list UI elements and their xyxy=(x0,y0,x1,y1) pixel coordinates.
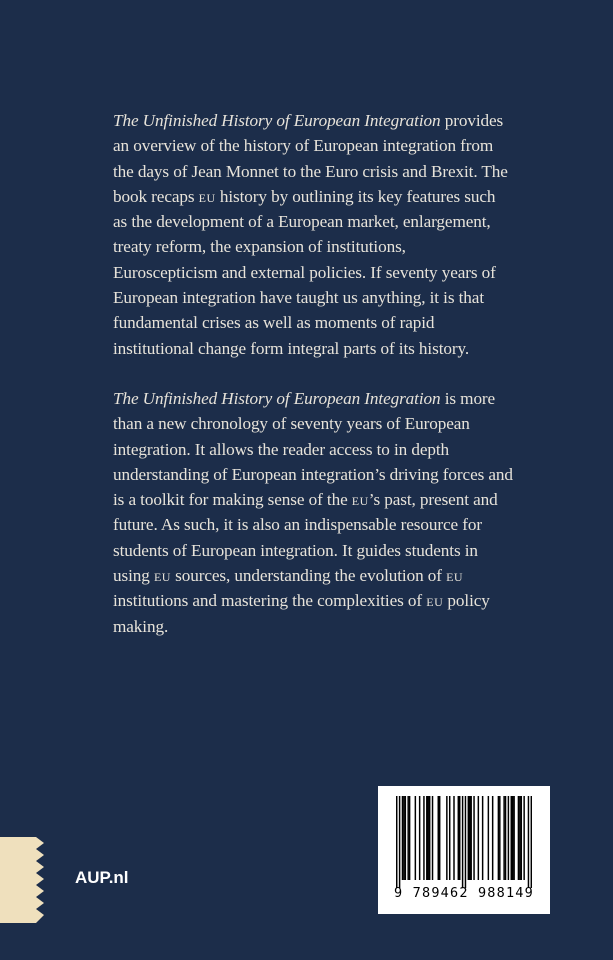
barcode-bar xyxy=(419,796,420,880)
barcode-bar xyxy=(423,796,424,880)
barcode-bar xyxy=(508,796,509,880)
blurb-text: ’s past, present and future. As such, it is also an indispensable resource for students of European integration. It guides students in using xyxy=(113,490,498,586)
barcode-bar xyxy=(439,796,440,880)
barcode-bar xyxy=(511,796,512,880)
blurb-text: sources, understanding the evolution of xyxy=(170,566,447,586)
blurb-text: provides an overview of the history of European integration from the days of Jean Monnet to the Euro crisis and Brexit. The book recaps xyxy=(113,111,508,206)
barcode-bar xyxy=(396,796,397,888)
barcode-bar xyxy=(513,796,514,880)
barcode-bar xyxy=(465,796,466,888)
barcode-bar xyxy=(432,796,433,880)
barcode-bar xyxy=(512,796,513,880)
barcode-bar xyxy=(403,796,404,880)
barcode-bar xyxy=(462,796,463,888)
barcode-bar xyxy=(499,796,500,880)
barcode-bar xyxy=(503,796,504,880)
barcode-bar xyxy=(415,796,416,880)
back-cover-blurb xyxy=(113,108,513,639)
eu-abbreviation: eu xyxy=(446,566,464,586)
barcode-bar xyxy=(449,796,450,880)
barcode-bar xyxy=(473,796,474,880)
barcode-bar xyxy=(426,796,427,880)
barcode-bar xyxy=(468,796,469,880)
book-title-italic: The Unfinished History of European Integration xyxy=(113,111,441,130)
barcode-bar xyxy=(459,796,460,880)
eu-abbreviation: eu xyxy=(198,186,216,206)
barcode-bar xyxy=(405,796,406,880)
barcode-bar xyxy=(399,796,400,888)
barcode-bar xyxy=(519,796,520,880)
barcode-bar xyxy=(482,796,483,880)
barcode-bar xyxy=(488,796,489,880)
barcode-bar xyxy=(523,796,524,880)
blurb-text: institutions and mastering the complexities of xyxy=(113,591,427,611)
barcode-bar xyxy=(427,796,428,880)
barcode-bar xyxy=(518,796,519,880)
barcode-bar xyxy=(478,796,479,880)
barcode-bar xyxy=(531,796,532,888)
book-title-italic: The Unfinished History of European Integration xyxy=(113,388,441,408)
barcode-bar xyxy=(409,796,410,880)
blurb-paragraph-1 xyxy=(113,108,513,361)
eu-abbreviation: eu xyxy=(351,490,369,510)
barcode-bar xyxy=(521,796,522,880)
barcode-bar xyxy=(470,796,471,880)
publisher-url[interactable]: AUP.nl xyxy=(75,868,129,887)
blurb-text: policy making. xyxy=(113,591,490,636)
barcode-bar xyxy=(407,796,408,880)
blurb-paragraph-2 xyxy=(113,386,513,639)
aup-stamp-logo-icon xyxy=(0,837,44,923)
barcode-bar xyxy=(498,796,499,880)
barcode-bar xyxy=(528,796,529,888)
barcode-bar xyxy=(469,796,470,880)
barcode-bar xyxy=(402,796,403,880)
barcode-bar xyxy=(446,796,447,880)
blurb-text: history by outlining its key features such as the development of a European market, enlargement, treaty reform, the expansion of institutions, Euroscepticism and external policies. If seventy years of European integration have taught us anything, it is that fundamental crises as well as moments of rapid institutional change form integral parts of its history. xyxy=(113,186,496,358)
barcode-bar xyxy=(505,796,506,880)
barcode-bars xyxy=(396,796,532,888)
barcode-bar xyxy=(453,796,454,880)
barcode-bar xyxy=(438,796,439,880)
eu-abbreviation: eu xyxy=(153,566,171,586)
barcode-bar xyxy=(458,796,459,880)
isbn-number: 9 789462 988149 xyxy=(394,885,534,901)
eu-abbreviation: eu xyxy=(426,591,444,611)
blurb-text: is more than a new chronology of seventy years of European integration. It allows the reader access to in depth understanding of European integration’s driving forces and is a toolkit for making sense of the xyxy=(113,388,513,510)
isbn-barcode xyxy=(378,786,550,914)
barcode-bar xyxy=(492,796,493,880)
barcode-bar xyxy=(429,796,430,880)
